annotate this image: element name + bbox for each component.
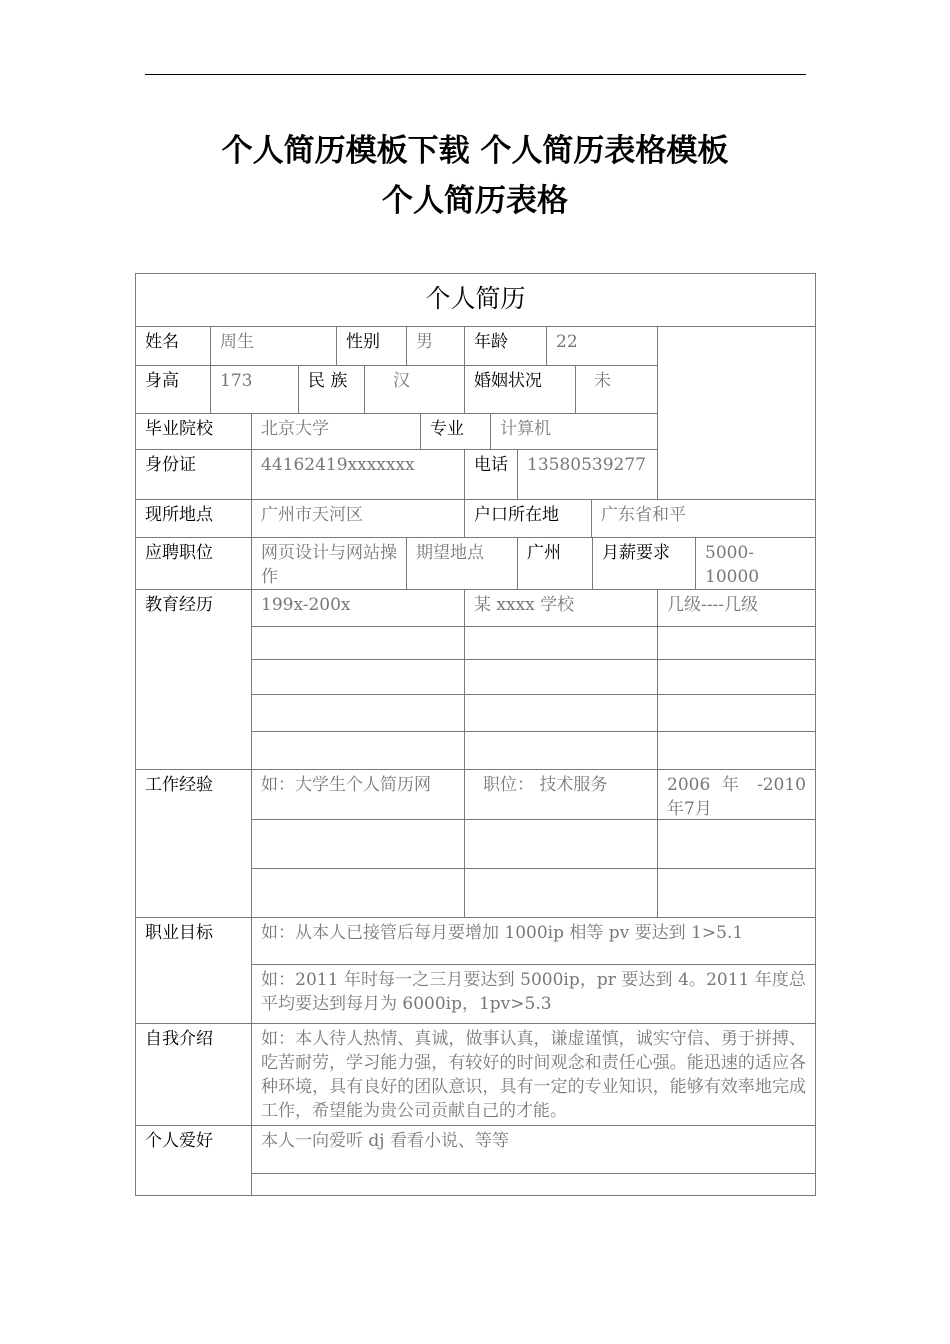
id-value: 44162419xxxxxxx bbox=[252, 450, 465, 500]
hobby-text: 本人一向爱听 dj 看看小说、等等 bbox=[252, 1126, 815, 1174]
document-subtitle: 个人简历表格 bbox=[382, 183, 568, 219]
gender-label: 性别 bbox=[337, 327, 407, 366]
age-label: 年龄 bbox=[465, 327, 547, 366]
school-label: 毕业院校 bbox=[136, 414, 252, 450]
education-period: 199x-200x bbox=[252, 590, 465, 627]
goal-line-1: 如：从本人已接管后每月要增加 1000ip 相等 pv 要达到 1>5.1 bbox=[252, 918, 815, 965]
gender-value: 男 bbox=[407, 327, 465, 366]
age-value: 22 bbox=[547, 327, 658, 366]
work-role: 职位： 技术服务 bbox=[465, 770, 658, 820]
work-empty-cell bbox=[252, 869, 465, 918]
education-empty-cell bbox=[658, 695, 815, 732]
education-empty-cell bbox=[465, 695, 658, 732]
salary-label: 月薪要求 bbox=[593, 538, 696, 590]
education-empty-cell bbox=[252, 732, 465, 770]
major-label: 专业 bbox=[421, 414, 491, 450]
education-empty-cell bbox=[465, 732, 658, 770]
work-company: 如：大学生个人简历网 bbox=[252, 770, 465, 820]
intro-label: 自我介绍 bbox=[136, 1024, 252, 1126]
education-school: 某 xxxx 学校 bbox=[465, 590, 658, 627]
marital-status-label: 婚姻状况 bbox=[465, 366, 576, 414]
hukou-label: 户口所在地 bbox=[465, 500, 592, 538]
education-empty-cell bbox=[252, 627, 465, 660]
location-label: 现所地点 bbox=[136, 500, 252, 538]
marital-status-value: 未 bbox=[576, 366, 658, 414]
position-value: 网页设计与网站操作 bbox=[252, 538, 407, 590]
major-value: 计算机 bbox=[491, 414, 658, 450]
desired-location-label: 期望地点 bbox=[407, 538, 518, 590]
name-value: 周生 bbox=[211, 327, 337, 366]
location-value: 广州市天河区 bbox=[252, 500, 465, 538]
work-empty-cell bbox=[658, 820, 815, 869]
hukou-value: 广东省和平 bbox=[592, 500, 815, 538]
education-empty-cell bbox=[465, 627, 658, 660]
name-label: 姓名 bbox=[136, 327, 211, 366]
education-empty-cell bbox=[252, 695, 465, 732]
education-empty-cell bbox=[252, 660, 465, 695]
school-value: 北京大学 bbox=[252, 414, 421, 450]
goal-line-2: 如：2011 年时每一之三月要达到 5000ip，pr 要达到 4。2011 年度总平均要达到每月为 6000ip，1pv>5.3 bbox=[252, 965, 815, 1024]
salary-value: 5000-10000 bbox=[696, 538, 815, 590]
phone-label: 电话 bbox=[465, 450, 518, 500]
education-empty-cell bbox=[658, 732, 815, 770]
education-empty-cell bbox=[658, 660, 815, 695]
photo-cell bbox=[658, 327, 815, 500]
ethnicity-label: 民 族 bbox=[299, 366, 365, 414]
height-label: 身高 bbox=[136, 366, 211, 414]
work-label: 工作经验 bbox=[136, 770, 252, 918]
header-rule bbox=[145, 74, 806, 75]
hobby-label: 个人爱好 bbox=[136, 1126, 252, 1196]
work-empty-cell bbox=[465, 869, 658, 918]
intro-text: 如：本人待人热情、真诚，做事认真，谦虚谨慎，诚实守信、勇于拼搏、吃苦耐劳，学习能力强，有较好的时间观念和责任心强。能迅速的适应各种环境，具有良好的团队意识，具有一定的专业知识，能够有效率地完成工作，希望能为贵公司贡献自己的才能。 bbox=[252, 1024, 815, 1126]
education-empty-cell bbox=[465, 660, 658, 695]
height-value: 173 bbox=[211, 366, 299, 414]
desired-location-value: 广州 bbox=[518, 538, 593, 590]
goal-label: 职业目标 bbox=[136, 918, 252, 1024]
work-empty-cell bbox=[465, 820, 658, 869]
education-label: 教育经历 bbox=[136, 590, 252, 770]
work-empty-cell bbox=[252, 820, 465, 869]
document-title: 个人简历模板下载 个人简历表格模板 bbox=[221, 133, 729, 169]
position-label: 应聘职位 bbox=[136, 538, 252, 590]
education-grade: 几级----几级 bbox=[658, 590, 815, 627]
id-label: 身份证 bbox=[136, 450, 252, 500]
hobby-empty-cell bbox=[252, 1174, 815, 1196]
education-empty-cell bbox=[658, 627, 815, 660]
ethnicity-value: 汉 bbox=[365, 366, 465, 414]
resume-header: 个人简历 bbox=[136, 274, 815, 327]
phone-value: 13580539277 bbox=[518, 450, 658, 500]
resume-table bbox=[135, 273, 816, 1196]
work-empty-cell bbox=[658, 869, 815, 918]
work-period: 2006 年 -2010 年7月 bbox=[658, 770, 815, 820]
